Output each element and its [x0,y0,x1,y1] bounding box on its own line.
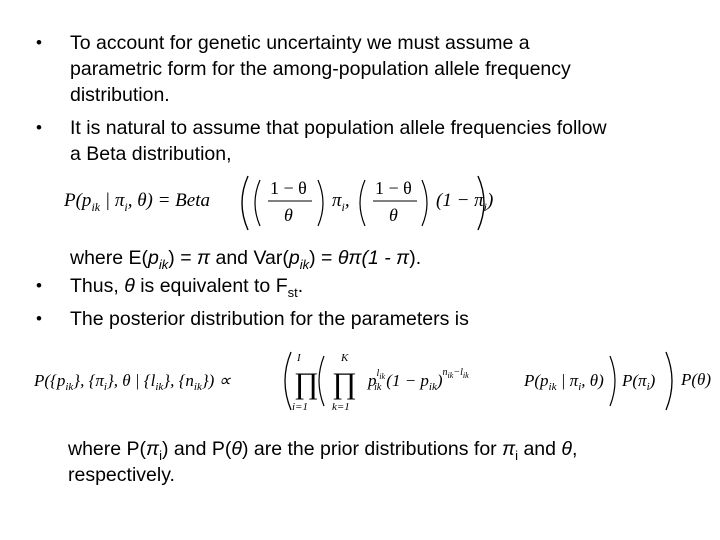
fraction-2-numerator: 1 − θ [375,178,412,198]
svg-text:πi,: $\pi_i$, [332,190,350,214]
posterior-inner-open-paren [319,356,324,406]
bullet-1-line-2: parametric form for the among-population allele frequency [70,58,571,80]
bullet-3-marker: • [36,276,42,295]
posterior-inner-close-paren [610,356,615,406]
fraction-1-denominator: θ [284,205,293,225]
svg-text:P(pik | πi, θ): $P(p_{ik}$ | $\pi_i$, θ) [524,371,604,393]
fraction-1-numerator: 1 − θ [270,178,307,198]
product-i-lower: i=1 [292,401,308,413]
bullet-2-line-2: a Beta distribution, [70,143,232,165]
fraction-2-denominator: θ [389,205,398,225]
inner-close-paren-2 [422,180,427,226]
product-i-symbol: ∏ [294,367,319,400]
bullet-1-marker: • [36,33,42,52]
svg-text:P(pik | πi, θ) = Beta: $P(p_{ik}$ | $\pi_i$, θ) = Beta [64,190,211,214]
bullet-4-marker: • [36,309,42,328]
inner-open-paren-1 [255,180,260,226]
svg-text:(1 − πi): $(1 - \pi_i)$ [436,190,494,214]
bullet-3-text: Thus, θ is equivalent to $F_{st}$. [70,275,304,300]
beta-open-paren [242,176,248,230]
bullet-2-line-1: It is natural to assume that population allele frequencies follow [70,117,607,139]
moments-line: where $E(p_{ik}) = \pi$ and $Var(p_{ik}) = \theta\pi(1 - \pi)$. [70,247,422,272]
bullet-1-line-3: distribution. [70,84,170,106]
bullet-4-text: The posterior distribution for the parameters is [70,308,469,330]
inner-open-paren-2 [360,180,365,226]
svg-text:P({pik}, {πi}, θ | {lik}, {nik: $P(\{p_{ik}\}$, $\{\pi_i\}$, θ | $\{l_{ik}\}$, $\{n_{ik}\}$) ∝ [34,371,231,393]
posterior-open-paren [285,352,291,410]
product-k-upper: K [341,352,349,364]
product-k-lower: k=1 [332,401,350,413]
beta-equation [60,170,494,236]
product-i-upper: I [297,352,301,364]
bullet-2-marker: • [36,118,42,137]
priors-line-1: where $P(\pi_i)$ and P(θ) are the prior distributions for $\pi_i$ and θ, [68,438,578,463]
svg-text:plikik(1 − pik)nik−lik: $p^lik$ ik $(1 - p_{ik})^nik-lik$ [368,367,469,393]
posterior-close-paren [666,352,672,410]
priors-line-2: respectively. [68,464,175,486]
prior-theta-term: P(θ) [681,370,712,389]
svg-text:P(πi): $P(\pi_i)$ [622,371,656,393]
product-k-symbol: ∏ [332,367,357,400]
posterior-equation [32,348,698,414]
inner-close-paren-1 [318,180,323,226]
bullet-1-line-1: To account for genetic uncertainty we must assume a [70,32,530,54]
